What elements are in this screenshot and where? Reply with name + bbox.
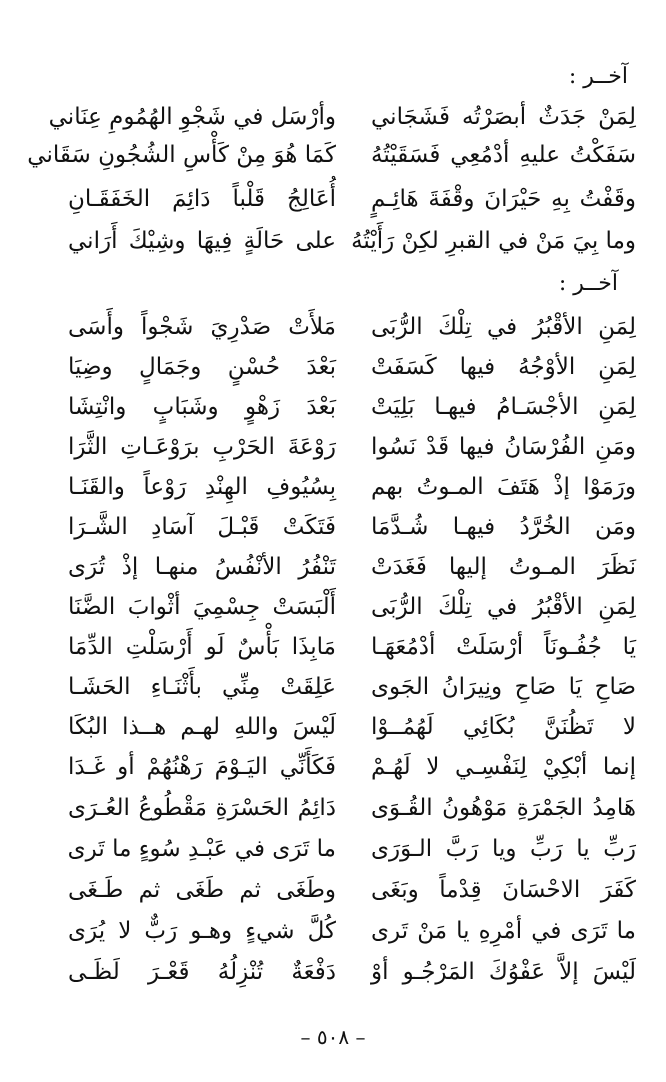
verse-second-hemistich: مَلأَتْ صَدْرِيَ شَجْواً وأَسَى xyxy=(68,314,336,340)
verse-line xyxy=(0,829,666,869)
verse-first-hemistich: هَامِدُ الجَمْرَةِ مَوْهُونُ القُـوَى xyxy=(371,795,636,821)
verse-line xyxy=(0,221,666,261)
verse-second-hemistich: كُلَّ شيءٍ وهـو رَبٌّ لا يُرَى xyxy=(68,918,336,944)
verse-line xyxy=(0,307,666,347)
verse-first-hemistich: إنما أبْكِيْ لِنَفْسِـي لا لَهُـمْ xyxy=(371,754,636,780)
verse-first-hemistich: سَفَكْتُ عليهِ أدْمُعِي فَسَقَيْتُهُ xyxy=(371,142,636,168)
verse-line xyxy=(0,707,666,747)
verse-line xyxy=(0,952,666,992)
section-label: آخــر : xyxy=(568,64,628,89)
verse-first-hemistich: كَفَرَ الاحْسَانَ قِدْماً وبَغَى xyxy=(371,877,636,903)
verse-line xyxy=(0,179,666,219)
verse-second-hemistich: تَنْفُرُ الأنْفُسُ منهـا إذْ تُرَى xyxy=(68,554,336,580)
verse-line xyxy=(0,347,666,387)
verse-line xyxy=(0,467,666,507)
verse-second-hemistich: وأرْسَل في شَجْوِ الهُمُومِ عِنَاني xyxy=(48,104,336,130)
verse-second-hemistich: فَتَكَتْ قَبْـلَ آسَادِ الشَّـرَا xyxy=(68,514,336,540)
verse-second-hemistich: لَيْسَ واللهِ لهـم هــذا البُكَا xyxy=(68,714,336,740)
verse-line xyxy=(0,507,666,547)
verse-line xyxy=(0,667,666,707)
verse-second-hemistich: دَائِمُ الحَسْرَةِ مَقْطُوعُ العُـرَى xyxy=(68,795,336,821)
verse-first-hemistich: نَظَرَ المـوتُ إليها فَغَدَتْ xyxy=(371,554,636,580)
verse-second-hemistich: كَمَا هُوَ مِنْ كَأْسِ الشُجُونِ سَقَاني xyxy=(27,142,336,168)
verse-second-hemistich: رَوْعَةَ الحَرْبِ برَوْعَـاتِ الثَّرَا xyxy=(68,434,336,460)
verse-first-hemistich: لِمَنْ جَدَثٌ أبصَرْتُه فَشَجَاني xyxy=(371,104,636,130)
verse-line xyxy=(0,870,666,910)
verse-first-hemistich: ورَمَوْا إذْ هَتَفَ المـوتُ بهم xyxy=(371,474,636,500)
verse-first-hemistich: وما بِيَ مَنْ في القبرِ لكِنْ رَأَيْتُهُ xyxy=(351,228,636,254)
verse-first-hemistich: يَا جُفُـونَاً أرْسَلَتْ أدْمُعَهَـا xyxy=(371,634,636,660)
verse-line xyxy=(0,135,666,175)
verse-second-hemistich: وطَغَى ثم طَغَى ثم طَـغَى xyxy=(68,877,336,903)
verse-first-hemistich: لَيْسَ إلاَّ عَفْوُكَ المَرْجُـو أوْ xyxy=(371,959,636,985)
verse-line xyxy=(0,911,666,951)
verse-line xyxy=(0,97,666,137)
verse-second-hemistich: عَلِقَتْ مِنِّي بأَثْنَـاءِ الحَشَـا xyxy=(68,674,336,700)
verse-second-hemistich: مَابِذَا بَأْسٌ لَو أَرْسَلْتِ الدِّمَا xyxy=(68,634,336,660)
verse-second-hemistich: فَكَأَنِّي اليَـوْمَ رَهْنُهُمْ أو غَـدَا xyxy=(68,754,336,780)
verse-first-hemistich: ومَنِ الفُرْسَانُ فيها قَدْ نَسُوا xyxy=(371,434,636,460)
verse-first-hemistich: ومَن الخُرَّدُ فيهـا شُـدَّمَا xyxy=(371,514,636,540)
verse-first-hemistich: لِمَنِ الأجْسَـامُ فيهـا بَلِيَتْ xyxy=(371,394,636,420)
verse-second-hemistich: أُعَالِجُ قَلْباً دَائِمَ الخَفَقَـانِ xyxy=(68,186,336,212)
verse-first-hemistich: لِمَنِ الأقْبُرُ في تِلْكَ الرُّبَى xyxy=(371,594,636,620)
verse-second-hemistich: بَعْدَ زَهْوٍ وشَبَابٍ وانْتِشَا xyxy=(68,394,336,420)
verse-line xyxy=(0,547,666,587)
verse-second-hemistich: بِسُيُوفِ الهِنْدِ رَوْعاً والقَنَـا xyxy=(68,474,336,500)
verse-second-hemistich: بَعْدَ حُسْنٍ وجَمَالٍ وضِيَا xyxy=(68,354,336,380)
verse-first-hemistich: صَاحِ يَا صَاحِ ونِيرَانُ الجَوى xyxy=(371,674,636,700)
verse-first-hemistich: وقَفْتُ بِهِ حَيْرَانَ وقْفَةَ هَائِـمٍ xyxy=(371,186,636,212)
verse-first-hemistich: لِمَنِ الأوْجُهُ فيها كَسَفَتْ xyxy=(371,354,636,380)
verse-second-hemistich: دَفْعَةٌ تُنْزِلُهُ قَعْـرَ لَظَـى xyxy=(68,959,336,985)
verse-first-hemistich: ما تَرَى في أمْرِهِ يا مَنْ تَرى xyxy=(371,918,636,944)
verse-line xyxy=(0,747,666,787)
verse-first-hemistich: لا تَظُنَنَّ بُكَائِي لَهُمُــوْا xyxy=(371,714,636,740)
verse-line xyxy=(0,587,666,627)
verse-first-hemistich: لِمَنِ الأقْبُرُ في تِلْكَ الرُّبَى xyxy=(371,314,636,340)
verse-line xyxy=(0,788,666,828)
verse-second-hemistich: على حَالَةٍ فِيهَا وشِيْكَ أَرَاني xyxy=(68,228,336,254)
verse-line xyxy=(0,387,666,427)
verse-line xyxy=(0,427,666,467)
verse-second-hemistich: ما تَرَى في عَبْـدِ سُوءٍ ما تَرى xyxy=(67,836,336,862)
verse-second-hemistich: أَلْبَسَتْ جِسْمِيَ أثْوابَ الضَّنَا xyxy=(68,594,336,620)
section-label: آخــر : xyxy=(558,271,618,296)
verse-line xyxy=(0,627,666,667)
page-number: – ٥٠٨ – xyxy=(300,1025,366,1049)
verse-first-hemistich: رَبِّ يا رَبِّ ويا رَبَّ الـوَرَى xyxy=(371,836,636,862)
